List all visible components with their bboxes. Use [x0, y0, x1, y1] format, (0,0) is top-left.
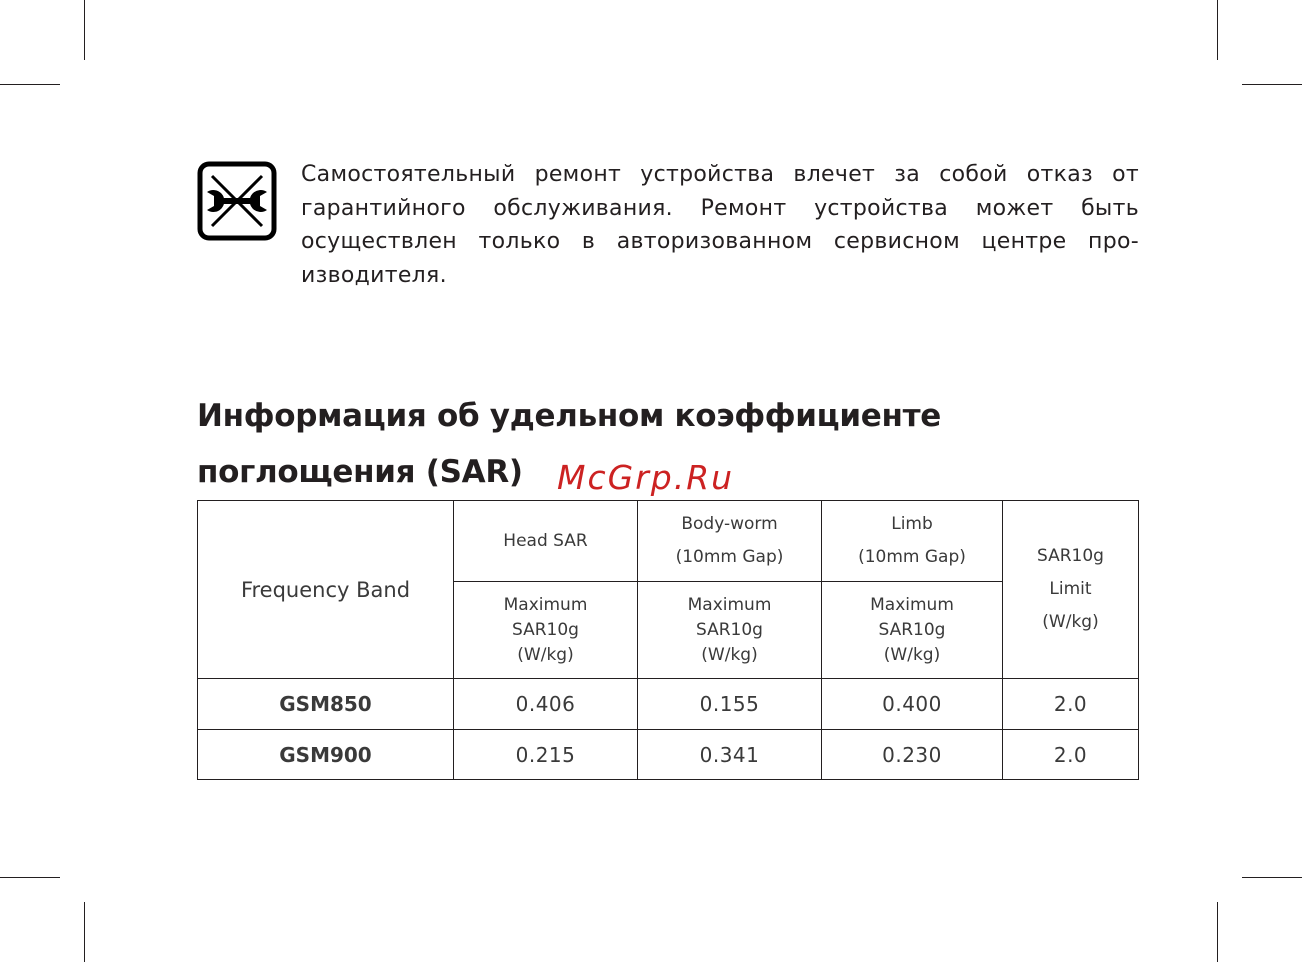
sar-title-line-2: поглощения (SAR): [197, 454, 523, 490]
header-body-worn-line-2: (10mm Gap): [675, 547, 784, 567]
cell-limb-sar: 0.230: [822, 730, 1003, 780]
cell-body-sar: 0.155: [638, 679, 822, 730]
table-header-row: [198, 501, 1139, 582]
cell-limb-sar: 0.400: [822, 679, 1003, 730]
crop-mark: [84, 0, 85, 60]
subheader-head-max-sar: [454, 582, 638, 679]
crop-mark: [1242, 877, 1302, 878]
cell-band: GSM900: [198, 730, 454, 780]
cell-limit: 2.0: [1003, 730, 1139, 780]
table-row: [198, 730, 1139, 780]
header-limb-line-2: (10mm Gap): [858, 547, 966, 567]
subheader-line-3: (W/kg): [883, 644, 941, 665]
cell-head-sar: 0.215: [454, 730, 638, 780]
header-limit-line-2: Limit: [1049, 579, 1092, 599]
cell-body-sar: 0.341: [638, 730, 822, 780]
subheader-line-3: (W/kg): [701, 644, 758, 665]
subheader-line-1: Maximum: [687, 594, 772, 615]
warranty-warning-text: [301, 158, 1139, 292]
header-limit-line-3: (W/kg): [1042, 612, 1099, 632]
subheader-line-1: Maximum: [503, 594, 588, 615]
cell-limit: 2.0: [1003, 679, 1139, 730]
crop-mark: [1217, 902, 1218, 962]
subheader-body-max-sar: [638, 582, 822, 679]
crop-mark: [1217, 0, 1218, 60]
sar-title-line-1: Информация об удельном коэффициенте: [197, 398, 942, 434]
sar-table: [197, 500, 1139, 780]
crop-mark: [84, 902, 85, 962]
cell-head-sar: 0.406: [454, 679, 638, 730]
header-limb: [822, 501, 1003, 582]
warranty-warning-paragraph: Самостоятельный ремонт устройства влечет за собой отказ от гарантийного обслуживания. Ремонт устройства может быть осуществлен только в авторизованном сервисном центре про-изводителя.: [301, 162, 1139, 288]
subheader-line-2: SAR10g: [696, 619, 763, 640]
subheader-line-3: (W/kg): [517, 644, 574, 665]
subheader-line-2: SAR10g: [878, 619, 946, 640]
cell-band: GSM850: [198, 679, 454, 730]
header-frequency-band: Frequency Band: [198, 501, 454, 679]
subheader-line-2: SAR10g: [512, 619, 579, 640]
header-body-worn-line-1: Body-worm: [681, 514, 778, 534]
table-row: [198, 679, 1139, 730]
header-limb-line-1: Limb: [891, 514, 933, 534]
header-head-sar: Head SAR: [454, 501, 638, 582]
no-self-repair-wrench-icon: [197, 161, 277, 241]
crop-mark: [1242, 84, 1302, 85]
crop-mark: [0, 877, 60, 878]
header-sar-limit: [1003, 501, 1139, 679]
header-body-worn: [638, 501, 822, 582]
crop-mark: [0, 84, 60, 85]
header-limit-line-1: SAR10g: [1037, 546, 1104, 566]
subheader-limb-max-sar: [822, 582, 1003, 679]
watermark: McGrp.Ru: [557, 458, 735, 497]
subheader-line-1: Maximum: [870, 594, 954, 615]
